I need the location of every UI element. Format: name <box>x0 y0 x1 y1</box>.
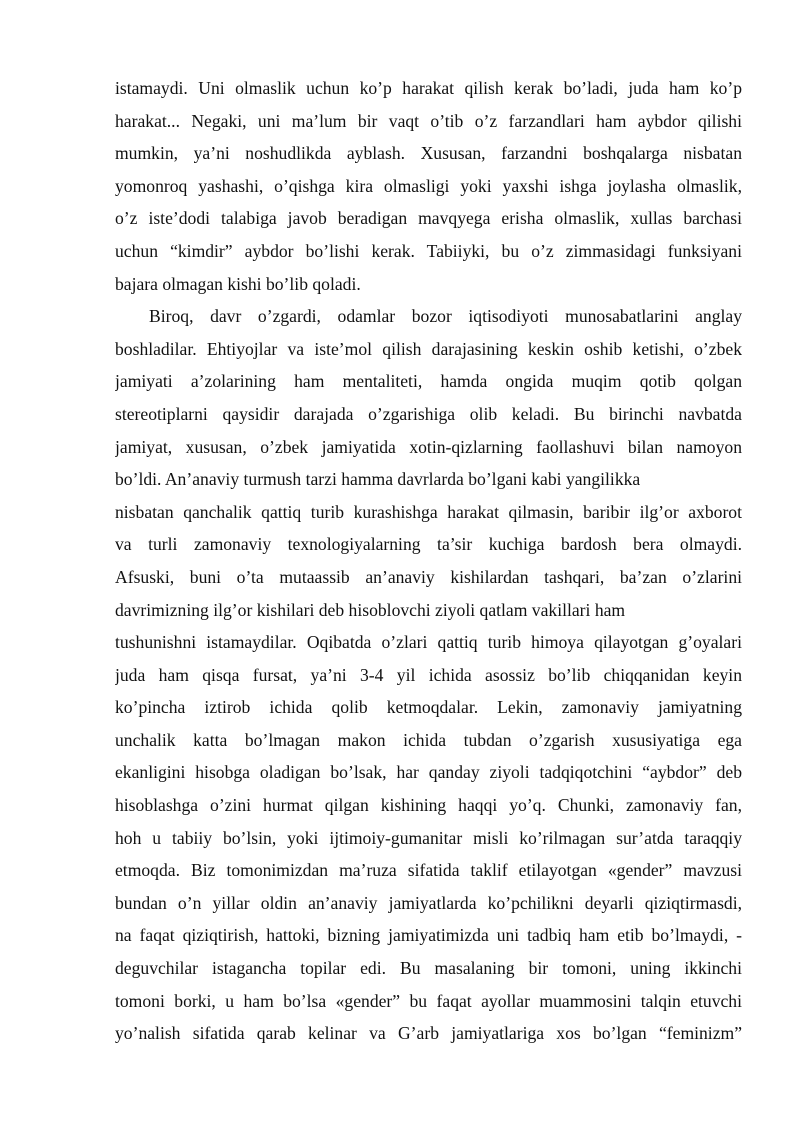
text-line: Afsuski, buni o’ta mutaassib an’anaviy kishilardan tashqari, ba’zan o’zlarini <box>115 566 742 587</box>
text-line: jamiyati a’zolarining ham mentaliteti, hamda ongida muqim qotib qolgan <box>115 371 742 392</box>
text-line: jamiyat, xususan, o’zbek jamiyatida xotin-qizlarning faollashuvi bilan namoyon <box>115 436 742 457</box>
text-line: tomoni borki, u ham bo’lsa «gender” bu faqat ayollar muammosini talqin etuvchi <box>115 990 742 1011</box>
text-line: istamaydi. Uni olmaslik uchun ko’p harakat qilish kerak bo’ladi, juda ham ko’p <box>115 78 742 98</box>
text-line: uchun “kimdir” aybdor bo’lishi kerak. Tabiiyki, bu o’z zimmasidagi funksiyani <box>115 240 742 261</box>
text-line: ekanligini hisobga oladigan bo’lsak, har qanday ziyoli tadqiqotchini “aybdor” deb <box>115 762 742 783</box>
text-line: Biroq, davr o’zgardi, odamlar bozor iqtisodiyoti munosabatlarini anglay <box>149 306 742 327</box>
text-line: ko’pincha iztirob ichida qolib ketmoqdalar. Lekin, zamonaviy jamiyatning <box>115 697 742 718</box>
text-line: davrimizning ilg’or kishilari deb hisoblovchi ziyoli qatlam vakillari ham <box>115 599 626 620</box>
text-line: juda ham qisqa fursat, ya’ni 3-4 yil ichida asossiz bo’lib chiqqanidan keyin <box>115 664 742 685</box>
text-line: bo’ldi. An’anaviy turmush tarzi hamma davrlarda bo’lgani kabi yangilikka <box>115 469 641 490</box>
document-page <box>115 72 742 1050</box>
text-line: na faqat qiziqtirish, hattoki, bizning jamiyatimizda uni tadbiq ham etib bo’lmaydi, - <box>115 925 742 946</box>
text-line: deguvchilar istagancha topilar edi. Bu masalaning bir tomoni, uning ikkinchi <box>115 958 742 979</box>
text-line: o’z iste’dodi talabiga javob beradigan mavqyega erisha olmaslik, xullas barchasi <box>115 208 742 229</box>
text-line: tushunishni istamaydilar. Oqibatda o’zlari qattiq turib himoya qilayotgan g’oyalari <box>115 632 742 653</box>
text-line: bundan o’n yillar oldin an’anaviy jamiyatlarda ko’pchilikni deyarli qiziqtirmasdi, <box>115 892 742 913</box>
text-line: yo’nalish sifatida qarab kelinar va G’arb jamiyatlariga xos bo’lgan “feminizm” <box>115 1023 742 1044</box>
text-line: mumkin, ya’ni noshudlikda ayblash. Xususan, farzandni boshqalarga nisbatan <box>115 143 742 164</box>
text-line: stereotiplarni qaysidir darajada o’zgarishiga olib keladi. Bu birinchi navbatda <box>115 403 742 424</box>
text-line: unchalik katta bo’lmagan makon ichida tubdan o’zgarish xususiyatiga ega <box>115 729 742 750</box>
text-line: bajara olmagan kishi bo’lib qoladi. <box>115 273 361 294</box>
text-line: etmoqda. Biz tomonimizdan ma’ruza sifatida taklif etilayotgan «gender” mavzusi <box>115 860 742 881</box>
text-line: hisoblashga o’zini hurmat qilgan kishining haqqi yo’q. Chunki, zamonaviy fan, <box>115 795 742 816</box>
text-line: va turli zamonaviy texnologiyalarning ta’sir kuchiga bardosh bera olmaydi. <box>115 534 742 555</box>
text-line: nisbatan qanchalik qattiq turib kurashishga harakat qilmasin, baribir ilg’or axborot <box>115 501 742 522</box>
text-line: boshladilar. Ehtiyojlar va iste’mol qilish darajasining keskin oshib ketishi, o’zbek <box>115 338 742 359</box>
text-line: hoh u tabiiy bo’lsin, yoki ijtimoiy-gumanitar misli ko’rilmagan sur’atda taraqqiy <box>115 827 742 848</box>
text-line: harakat... Negaki, uni ma’lum bir vaqt o’tib o’z farzandlari ham aybdor qilishi <box>115 110 742 131</box>
text-line: yomonroq yashashi, o’qishga kira olmasligi yoki yaxshi ishga joylasha olmaslik, <box>115 175 742 196</box>
